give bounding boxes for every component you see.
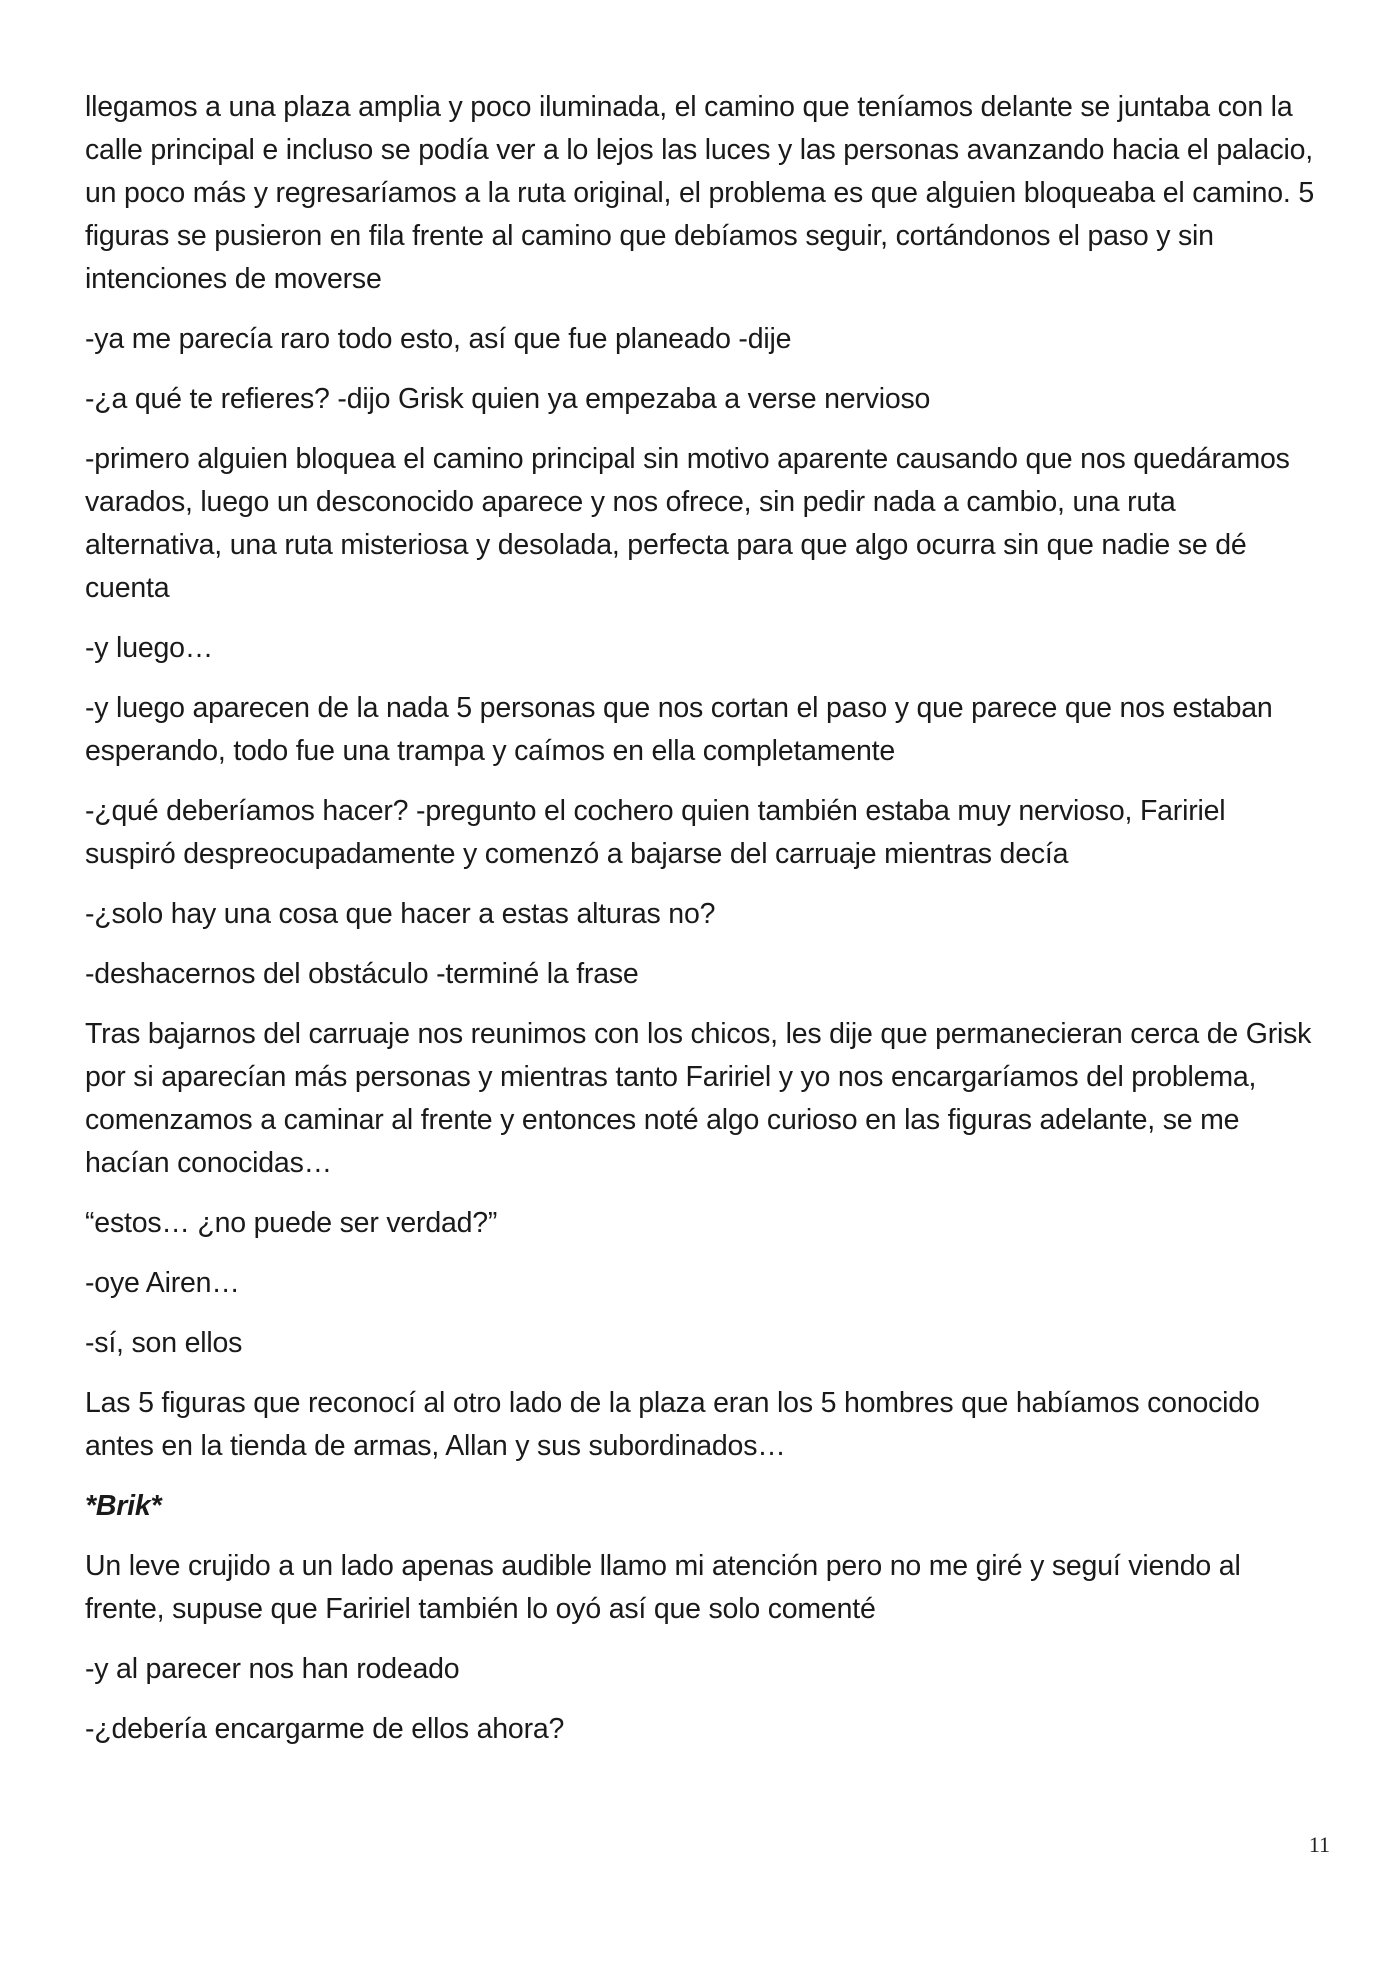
- dialogue-line: -primero alguien bloquea el camino principal sin motivo aparente causando que nos quedáramos varados, luego un desconocido aparece y nos ofrece, sin pedir nada a cambio, una ruta alternativa, una ruta misteriosa y desolada, perfecta para que algo ocurra sin que nadie se dé cuenta: [85, 443, 1290, 604]
- dialogue-line: -sí, son ellos: [85, 1327, 243, 1359]
- dialogue-line: -oye Airen…: [85, 1267, 240, 1299]
- dialogue-line: -¿qué deberíamos hacer? -pregunto el cochero quien también estaba muy nervioso, Faririel suspiró despreocupadamente y comenzó a bajarse del carruaje mientras decía: [85, 795, 1226, 870]
- dialogue-line: -y luego…: [85, 632, 214, 664]
- dialogue-line: -¿debería encargarme de ellos ahora?: [85, 1713, 565, 1745]
- dialogue-line: -y luego aparecen de la nada 5 personas que nos cortan el paso y que parece que nos estaban esperando, todo fue una trampa y caímos en ella completamente: [85, 692, 1273, 767]
- page-number: 11: [1308, 1832, 1330, 1857]
- dialogue-line: -¿a qué te refieres? -dijo Grisk quien ya empezaba a verse nervioso: [85, 383, 931, 415]
- dialogue-line: -¿solo hay una cosa que hacer a estas alturas no?: [85, 898, 716, 930]
- thought-line: “estos… ¿no puede ser verdad?”: [85, 1207, 498, 1239]
- dialogue-line: -y al parecer nos han rodeado: [85, 1653, 460, 1685]
- paragraph: llegamos a una plaza amplia y poco iluminada, el camino que teníamos delante se juntaba con la calle principal e incluso se podía ver a lo lejos las luces y las personas avanzando hacia el palacio, un poco más y regresaríamos a la ruta original, el problema es que alguien bloqueaba el camino. 5 figuras se pusieron en fila frente al camino que debíamos seguir, cortándonos el paso y sin intenciones de moverse: [85, 91, 1315, 295]
- section-heading: *Brik*: [85, 1490, 162, 1522]
- paragraph: Las 5 figuras que reconocí al otro lado de la plaza eran los 5 hombres que habíamos conocido antes en la tienda de armas, Allan y sus subordinados…: [85, 1387, 1260, 1462]
- body-text: [85, 86, 1320, 1768]
- dialogue-line: -ya me parecía raro todo esto, así que fue planeado -dije: [85, 323, 792, 355]
- paragraph: Tras bajarnos del carruaje nos reunimos con los chicos, les dije que permanecieran cerca de Grisk por si aparecían más personas y mientras tanto Faririel y yo nos encargaríamos del problema, comenzamos a caminar al frente y entonces noté algo curioso en las figuras adelante, se me hacían conocidas…: [85, 1018, 1312, 1179]
- dialogue-line: -deshacernos del obstáculo -terminé la frase: [85, 958, 639, 990]
- paragraph: Un leve crujido a un lado apenas audible llamo mi atención pero no me giré y seguí viendo al frente, supuse que Faririel también lo oyó así que solo comenté: [85, 1550, 1241, 1625]
